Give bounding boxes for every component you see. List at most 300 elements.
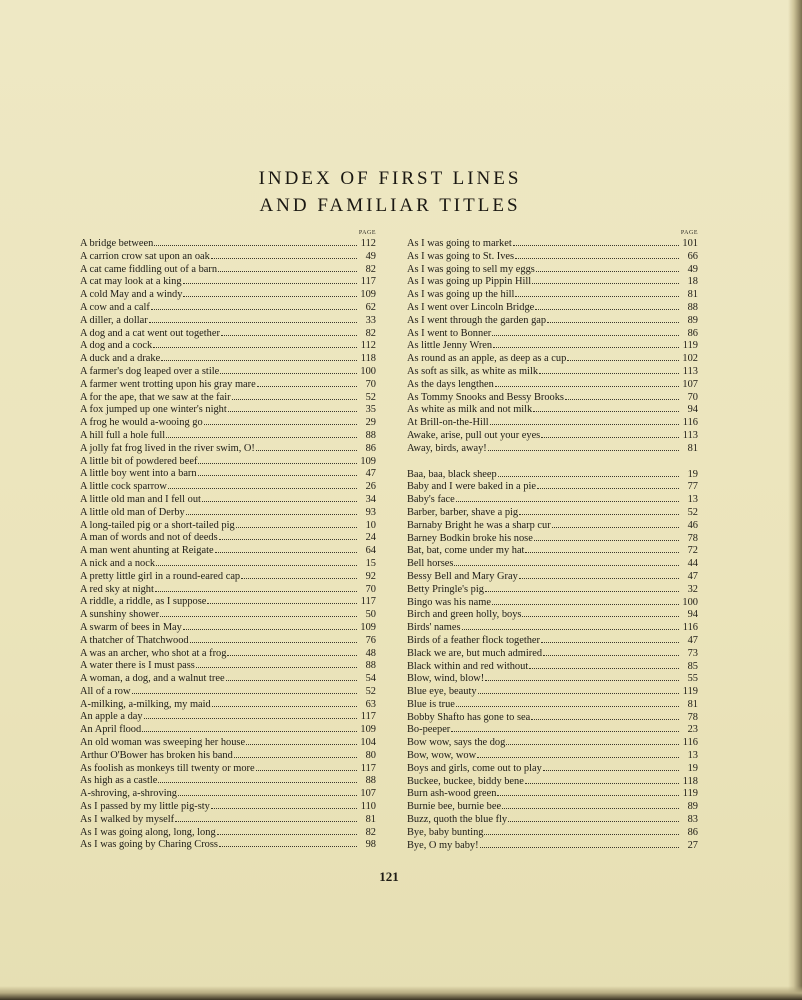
- entry-page-number: 88: [365, 775, 376, 787]
- index-entry: [80, 544, 376, 557]
- entry-first-line: All of a row: [80, 685, 131, 697]
- entry-first-line: Boys and girls, come out to play: [407, 762, 542, 774]
- dot-leader: [497, 787, 679, 796]
- entry-page-number: 102: [682, 353, 698, 365]
- entry-first-line: A dog and a cat went out together: [80, 327, 220, 339]
- index-entry: [80, 570, 376, 583]
- entry-first-line: Blue eye, beauty: [407, 686, 477, 698]
- entry-page-number: 82: [365, 826, 376, 838]
- index-entry: [407, 583, 698, 596]
- dot-leader: [519, 570, 679, 579]
- index-entry: [80, 685, 376, 698]
- entry-first-line: A man went ahunting at Reigate: [80, 545, 214, 557]
- entry-page-number: 109: [360, 621, 376, 633]
- entry-page-number: 77: [687, 481, 698, 493]
- entry-page-number: 118: [360, 353, 376, 365]
- index-column-left: [80, 229, 376, 851]
- entry-page-number: 98: [365, 839, 376, 851]
- dot-leader: [547, 314, 679, 323]
- entry-page-number: 80: [365, 749, 376, 761]
- index-entry: [407, 672, 698, 685]
- entry-page-number: 101: [682, 238, 698, 249]
- dot-leader: [226, 672, 357, 681]
- dot-leader: [207, 595, 357, 604]
- index-entry: [407, 250, 698, 263]
- entry-page-number: 62: [365, 301, 376, 313]
- entry-first-line: A was an archer, who shot at a frog: [80, 647, 227, 659]
- index-entry: [80, 519, 376, 532]
- entry-first-line: At Brill-on-the-Hill: [407, 417, 489, 429]
- entry-page-number: 81: [365, 813, 376, 825]
- dot-leader: [522, 608, 679, 617]
- dot-leader: [220, 365, 357, 374]
- entry-first-line: Birch and green holly, boys: [407, 609, 522, 621]
- dot-leader: [211, 800, 357, 809]
- index-entry: [80, 288, 376, 301]
- dot-leader: [149, 314, 357, 323]
- index-entry: [407, 698, 698, 711]
- index-title-line1: INDEX OF FIRST LINES: [258, 168, 522, 189]
- dot-leader: [485, 583, 679, 592]
- dot-leader: [142, 723, 357, 732]
- dot-leader: [525, 775, 679, 784]
- index-entry: [407, 519, 698, 532]
- index-entry: [407, 480, 698, 493]
- index-entry: [80, 672, 376, 685]
- index-entry: [80, 595, 376, 608]
- index-entry: [80, 250, 376, 263]
- dot-leader: [456, 493, 679, 502]
- dot-leader: [534, 532, 679, 541]
- index-entry: [80, 800, 376, 813]
- dot-leader: [485, 672, 679, 681]
- entry-page-number: 107: [360, 788, 376, 800]
- entry-first-line: A little cock sparrow: [80, 481, 167, 493]
- entry-first-line: A riddle, a riddle, as I suppose: [80, 596, 207, 608]
- entry-page-number: 63: [365, 698, 376, 710]
- entry-page-number: 76: [365, 634, 376, 646]
- index-entry: [80, 467, 376, 480]
- dot-leader: [531, 711, 679, 720]
- index-entry: [80, 480, 376, 493]
- entry-page-number: 113: [682, 365, 698, 377]
- entry-first-line: A-milking, a-milking, my maid: [80, 698, 211, 710]
- entry-first-line: A for the ape, that we saw at the fair: [80, 391, 231, 403]
- index-entry: [80, 391, 376, 404]
- index-entry: [80, 557, 376, 570]
- entry-page-number: 88: [365, 429, 376, 441]
- dot-leader: [154, 237, 357, 246]
- index-entry: [407, 327, 698, 340]
- entry-first-line: As soft as silk, as white as milk: [407, 365, 539, 377]
- entry-first-line: As the days lengthen: [407, 378, 494, 390]
- entry-page-number: 89: [687, 314, 698, 326]
- dot-leader: [161, 352, 357, 361]
- entry-page-number: 19: [687, 762, 698, 774]
- index-entry: [80, 365, 376, 378]
- index-entry: [407, 493, 698, 506]
- dot-leader: [178, 787, 357, 796]
- index-entry: [407, 468, 698, 481]
- entry-page-number: 94: [687, 609, 698, 621]
- entry-first-line: Arthur O'Bower has broken his band: [80, 749, 233, 761]
- dot-leader: [492, 596, 679, 605]
- dot-leader: [204, 416, 357, 425]
- dot-leader: [256, 442, 357, 451]
- dot-leader: [484, 826, 679, 835]
- entry-first-line: A cold May and a windy: [80, 289, 183, 301]
- index-entry: [80, 352, 376, 365]
- index-entry: [80, 583, 376, 596]
- index-entry: [407, 839, 698, 852]
- entry-page-number: 34: [365, 493, 376, 505]
- entry-page-number: 47: [687, 570, 698, 582]
- index-entry: [407, 429, 698, 442]
- entry-first-line: Bingo was his name: [407, 596, 491, 608]
- dot-leader: [490, 416, 679, 425]
- dot-leader: [156, 557, 357, 566]
- entry-page-number: 13: [687, 494, 698, 506]
- index-entry: [80, 838, 376, 851]
- index-entry: [80, 429, 376, 442]
- entry-first-line: An apple a day: [80, 711, 143, 723]
- dot-leader: [539, 365, 679, 374]
- dot-leader: [232, 391, 357, 400]
- index-entry: [407, 826, 698, 839]
- entry-first-line: A thatcher of Thatchwood: [80, 634, 189, 646]
- entry-page-number: 52: [687, 506, 698, 518]
- entry-page-number: 119: [682, 788, 698, 800]
- index-entry: [407, 800, 698, 813]
- entry-page-number: 64: [365, 545, 376, 557]
- entry-page-number: 50: [365, 609, 376, 621]
- index-entry: [80, 659, 376, 672]
- entry-page-number: 78: [687, 532, 698, 544]
- index-entry: [407, 557, 698, 570]
- entry-first-line: A hill full a hole full: [80, 429, 166, 441]
- entry-first-line: Bow wow, says the dog: [407, 737, 506, 749]
- dot-leader: [533, 403, 679, 412]
- page-bottom-shadow: [0, 986, 802, 1000]
- entry-page-number: 33: [365, 314, 376, 326]
- dot-leader: [234, 749, 357, 758]
- index-entry: [407, 621, 698, 634]
- entry-first-line: A frog he would a-wooing go: [80, 417, 203, 429]
- entry-page-number: 94: [687, 404, 698, 416]
- entry-first-line: A sunshiny shower: [80, 609, 160, 621]
- dot-leader: [183, 275, 357, 284]
- dot-leader: [541, 429, 679, 438]
- index-entry: [407, 647, 698, 660]
- dot-leader: [456, 698, 679, 707]
- entry-page-number: 52: [365, 685, 376, 697]
- dot-leader: [515, 250, 679, 259]
- entry-first-line: Burnie bee, burnie bee: [407, 801, 502, 813]
- dot-leader: [513, 237, 679, 246]
- entry-first-line: A water there is I must pass: [80, 660, 195, 672]
- entry-page-number: 116: [682, 737, 698, 749]
- dot-leader: [502, 800, 679, 809]
- entry-page-number: 117: [360, 596, 376, 608]
- entry-page-number: 47: [687, 634, 698, 646]
- entry-first-line: Buzz, quoth the blue fly: [407, 814, 508, 826]
- entry-page-number: 112: [360, 340, 376, 352]
- entry-first-line: A man of words and not of deeds: [80, 532, 218, 544]
- dot-leader: [151, 301, 357, 310]
- index-entry: [407, 532, 698, 545]
- dot-leader: [166, 429, 357, 438]
- entry-page-number: 109: [360, 455, 376, 467]
- dot-leader: [537, 480, 679, 489]
- entry-first-line: Barney Bodkin broke his nose: [407, 532, 533, 544]
- entry-page-number: 100: [682, 596, 698, 608]
- entry-first-line: A woman, a dog, and a walnut tree: [80, 673, 225, 685]
- entry-page-number: 29: [365, 417, 376, 429]
- index-entry: [407, 301, 698, 314]
- dot-leader: [567, 352, 679, 361]
- entry-page-number: 92: [365, 570, 376, 582]
- index-entry: [407, 749, 698, 762]
- entry-first-line: A bridge between: [80, 238, 154, 249]
- entry-first-line: A fox jumped up one winter's night: [80, 404, 227, 416]
- entry-page-number: 70: [365, 583, 376, 595]
- index-title-line2: AND FAMILIAR TITLES: [259, 195, 521, 216]
- index-entry: [80, 416, 376, 429]
- entry-page-number: 26: [365, 481, 376, 493]
- dot-leader: [529, 660, 679, 669]
- index-entry: [80, 263, 376, 276]
- entry-first-line: Blue is true: [407, 698, 455, 710]
- left-entry-list: [80, 237, 376, 851]
- index-entry: [407, 544, 698, 557]
- dot-leader: [498, 468, 679, 477]
- entry-first-line: As I went to Bonner: [407, 327, 492, 339]
- dot-leader: [132, 685, 358, 694]
- entry-page-number: 70: [365, 378, 376, 390]
- dot-leader: [454, 557, 679, 566]
- entry-page-number: 47: [365, 468, 376, 480]
- dot-leader: [495, 378, 679, 387]
- letter-group-gap: [407, 455, 698, 468]
- entry-page-number: 55: [687, 673, 698, 685]
- dot-leader: [190, 634, 357, 643]
- index-entry: [80, 442, 376, 455]
- entry-first-line: As round as an apple, as deep as a cup: [407, 353, 567, 365]
- entry-first-line: As little Jenny Wren: [407, 340, 493, 352]
- index-entry: [80, 237, 376, 250]
- dot-leader: [218, 263, 357, 272]
- dot-leader: [525, 544, 679, 553]
- dot-leader: [227, 647, 357, 656]
- right-entry-list: [407, 237, 698, 851]
- entry-page-number: 116: [682, 417, 698, 429]
- dot-leader: [175, 813, 357, 822]
- entry-first-line: As I was going to St. Ives: [407, 250, 515, 262]
- entry-page-number: 18: [687, 276, 698, 288]
- entry-page-number: 86: [687, 826, 698, 838]
- entry-page-number: 44: [687, 558, 698, 570]
- entry-page-number: 86: [365, 442, 376, 454]
- entry-page-number: 100: [360, 365, 376, 377]
- entry-page-number: 49: [687, 263, 698, 275]
- dot-leader: [196, 659, 357, 668]
- index-entry: [407, 608, 698, 621]
- dot-leader: [160, 608, 357, 617]
- entry-first-line: A farmer went trotting upon his gray mare: [80, 378, 256, 390]
- dot-leader: [228, 403, 357, 412]
- entry-page-number: 46: [687, 519, 698, 531]
- entry-first-line: As I walked by myself: [80, 813, 175, 825]
- entry-page-number: 113: [682, 429, 698, 441]
- index-entry: [80, 327, 376, 340]
- entry-first-line: A diller, a dollar: [80, 314, 148, 326]
- index-entry: [407, 391, 698, 404]
- index-entry: [80, 749, 376, 762]
- index-entry: [407, 352, 698, 365]
- entry-first-line: A nick and a nock: [80, 557, 156, 569]
- entry-page-number: 49: [365, 250, 376, 262]
- entry-first-line: As I was going to market: [407, 238, 512, 249]
- dot-leader: [543, 762, 679, 771]
- entry-page-number: 81: [687, 289, 698, 301]
- dot-leader: [480, 839, 679, 848]
- entry-first-line: A farmer's dog leaped over a stile: [80, 365, 220, 377]
- dot-leader: [519, 506, 679, 515]
- entry-page-number: 88: [687, 301, 698, 313]
- index-entry: [80, 493, 376, 506]
- entry-first-line: Bobby Shafto has gone to sea: [407, 711, 531, 723]
- entry-page-number: 72: [687, 545, 698, 557]
- entry-page-number: 48: [365, 647, 376, 659]
- index-entry: [407, 314, 698, 327]
- entry-first-line: Barnaby Bright he was a sharp cur: [407, 519, 551, 531]
- entry-first-line: An April flood: [80, 724, 142, 736]
- entry-first-line: Blow, wind, blow!: [407, 673, 485, 685]
- entry-page-number: 27: [687, 839, 698, 851]
- entry-first-line: A little bit of powdered beef: [80, 455, 198, 467]
- index-entry: [407, 813, 698, 826]
- dot-leader: [153, 339, 357, 348]
- entry-page-number: 117: [360, 711, 376, 723]
- dot-leader: [211, 250, 357, 259]
- page-edge-shadow: [788, 0, 802, 1000]
- entry-first-line: Bye, baby bunting: [407, 826, 484, 838]
- dot-leader: [477, 749, 679, 758]
- dot-leader: [198, 467, 357, 476]
- entry-first-line: As white as milk and not milk: [407, 404, 533, 416]
- dot-leader: [236, 519, 357, 528]
- dot-leader: [219, 531, 357, 540]
- index-entry: [407, 787, 698, 800]
- entry-page-number: 54: [365, 673, 376, 685]
- entry-first-line: Black we are, but much admired: [407, 647, 543, 659]
- entry-page-number: 83: [687, 814, 698, 826]
- dot-leader: [492, 327, 679, 336]
- entry-page-number: 88: [365, 660, 376, 672]
- index-entry: [80, 736, 376, 749]
- entry-page-number: 117: [360, 276, 376, 288]
- entry-page-number: 66: [687, 250, 698, 262]
- entry-first-line: A cat came fiddling out of a barn: [80, 263, 218, 275]
- entry-first-line: Baby's face: [407, 494, 455, 506]
- entry-first-line: A swarm of bees in May: [80, 621, 182, 633]
- index-entry: [407, 775, 698, 788]
- entry-page-number: 109: [360, 289, 376, 301]
- entry-first-line: Bat, bat, come under my hat: [407, 545, 525, 557]
- entry-first-line: As I was going along, long, long: [80, 826, 216, 838]
- entry-first-line: Bell horses: [407, 558, 454, 570]
- entry-page-number: 116: [682, 622, 698, 634]
- dot-leader: [221, 327, 357, 336]
- entry-page-number: 15: [365, 557, 376, 569]
- index-entry: [407, 403, 698, 416]
- entry-first-line: Away, birds, away!: [407, 442, 487, 454]
- entry-page-number: 13: [687, 750, 698, 762]
- entry-page-number: 78: [687, 711, 698, 723]
- entry-first-line: A pretty little girl in a round-eared cap: [80, 570, 241, 582]
- entry-page-number: 118: [682, 775, 698, 787]
- index-entry: [407, 723, 698, 736]
- entry-first-line: An old woman was sweeping her house: [80, 737, 246, 749]
- entry-first-line: A-shroving, a-shroving: [80, 788, 177, 800]
- entry-page-number: 23: [687, 724, 698, 736]
- entry-first-line: Betty Pringle's pig: [407, 583, 484, 595]
- dot-leader: [565, 391, 679, 400]
- entry-first-line: Black within and red without: [407, 660, 529, 672]
- entry-first-line: Bow, wow, wow: [407, 750, 477, 762]
- index-entry: [80, 698, 376, 711]
- entry-first-line: Birds of a feather flock together: [407, 634, 541, 646]
- dot-leader: [451, 723, 679, 732]
- entry-first-line: As I went over Lincoln Bridge: [407, 301, 535, 313]
- dot-leader: [202, 493, 357, 502]
- dot-leader: [219, 838, 357, 847]
- dot-leader: [256, 762, 357, 771]
- index-entry: [80, 314, 376, 327]
- dot-leader: [246, 736, 357, 745]
- index-entry: [407, 736, 698, 749]
- index-entry: [80, 506, 376, 519]
- entry-page-number: 93: [365, 506, 376, 518]
- dot-leader: [462, 621, 679, 630]
- page-column-label: PAGE: [358, 230, 376, 236]
- dot-leader: [552, 519, 679, 528]
- entry-first-line: A duck and a drake: [80, 353, 161, 365]
- dot-leader: [186, 506, 357, 515]
- entry-first-line: A carrion crow sat upon an oak: [80, 250, 210, 262]
- entry-page-number: 112: [360, 238, 376, 249]
- index-entry: [80, 378, 376, 391]
- dot-leader: [168, 480, 357, 489]
- entry-first-line: A long-tailed pig or a short-tailed pig: [80, 519, 235, 531]
- index-entry: [407, 339, 698, 352]
- entry-page-number: 119: [682, 340, 698, 352]
- entry-first-line: Bessy Bell and Mary Gray: [407, 570, 518, 582]
- entry-page-number: 81: [687, 442, 698, 454]
- index-entry: [407, 762, 698, 775]
- dot-leader: [536, 263, 679, 272]
- entry-page-number: 52: [365, 391, 376, 403]
- entry-first-line: As I passed by my little pig-sty: [80, 801, 210, 813]
- entry-page-number: 85: [687, 660, 698, 672]
- entry-first-line: Bye, O my baby!: [407, 839, 479, 851]
- index-entry: [407, 275, 698, 288]
- index-entry: [407, 378, 698, 391]
- index-entry: [80, 787, 376, 800]
- entry-page-number: 35: [365, 404, 376, 416]
- entry-page-number: 73: [687, 647, 698, 659]
- dot-leader: [212, 698, 357, 707]
